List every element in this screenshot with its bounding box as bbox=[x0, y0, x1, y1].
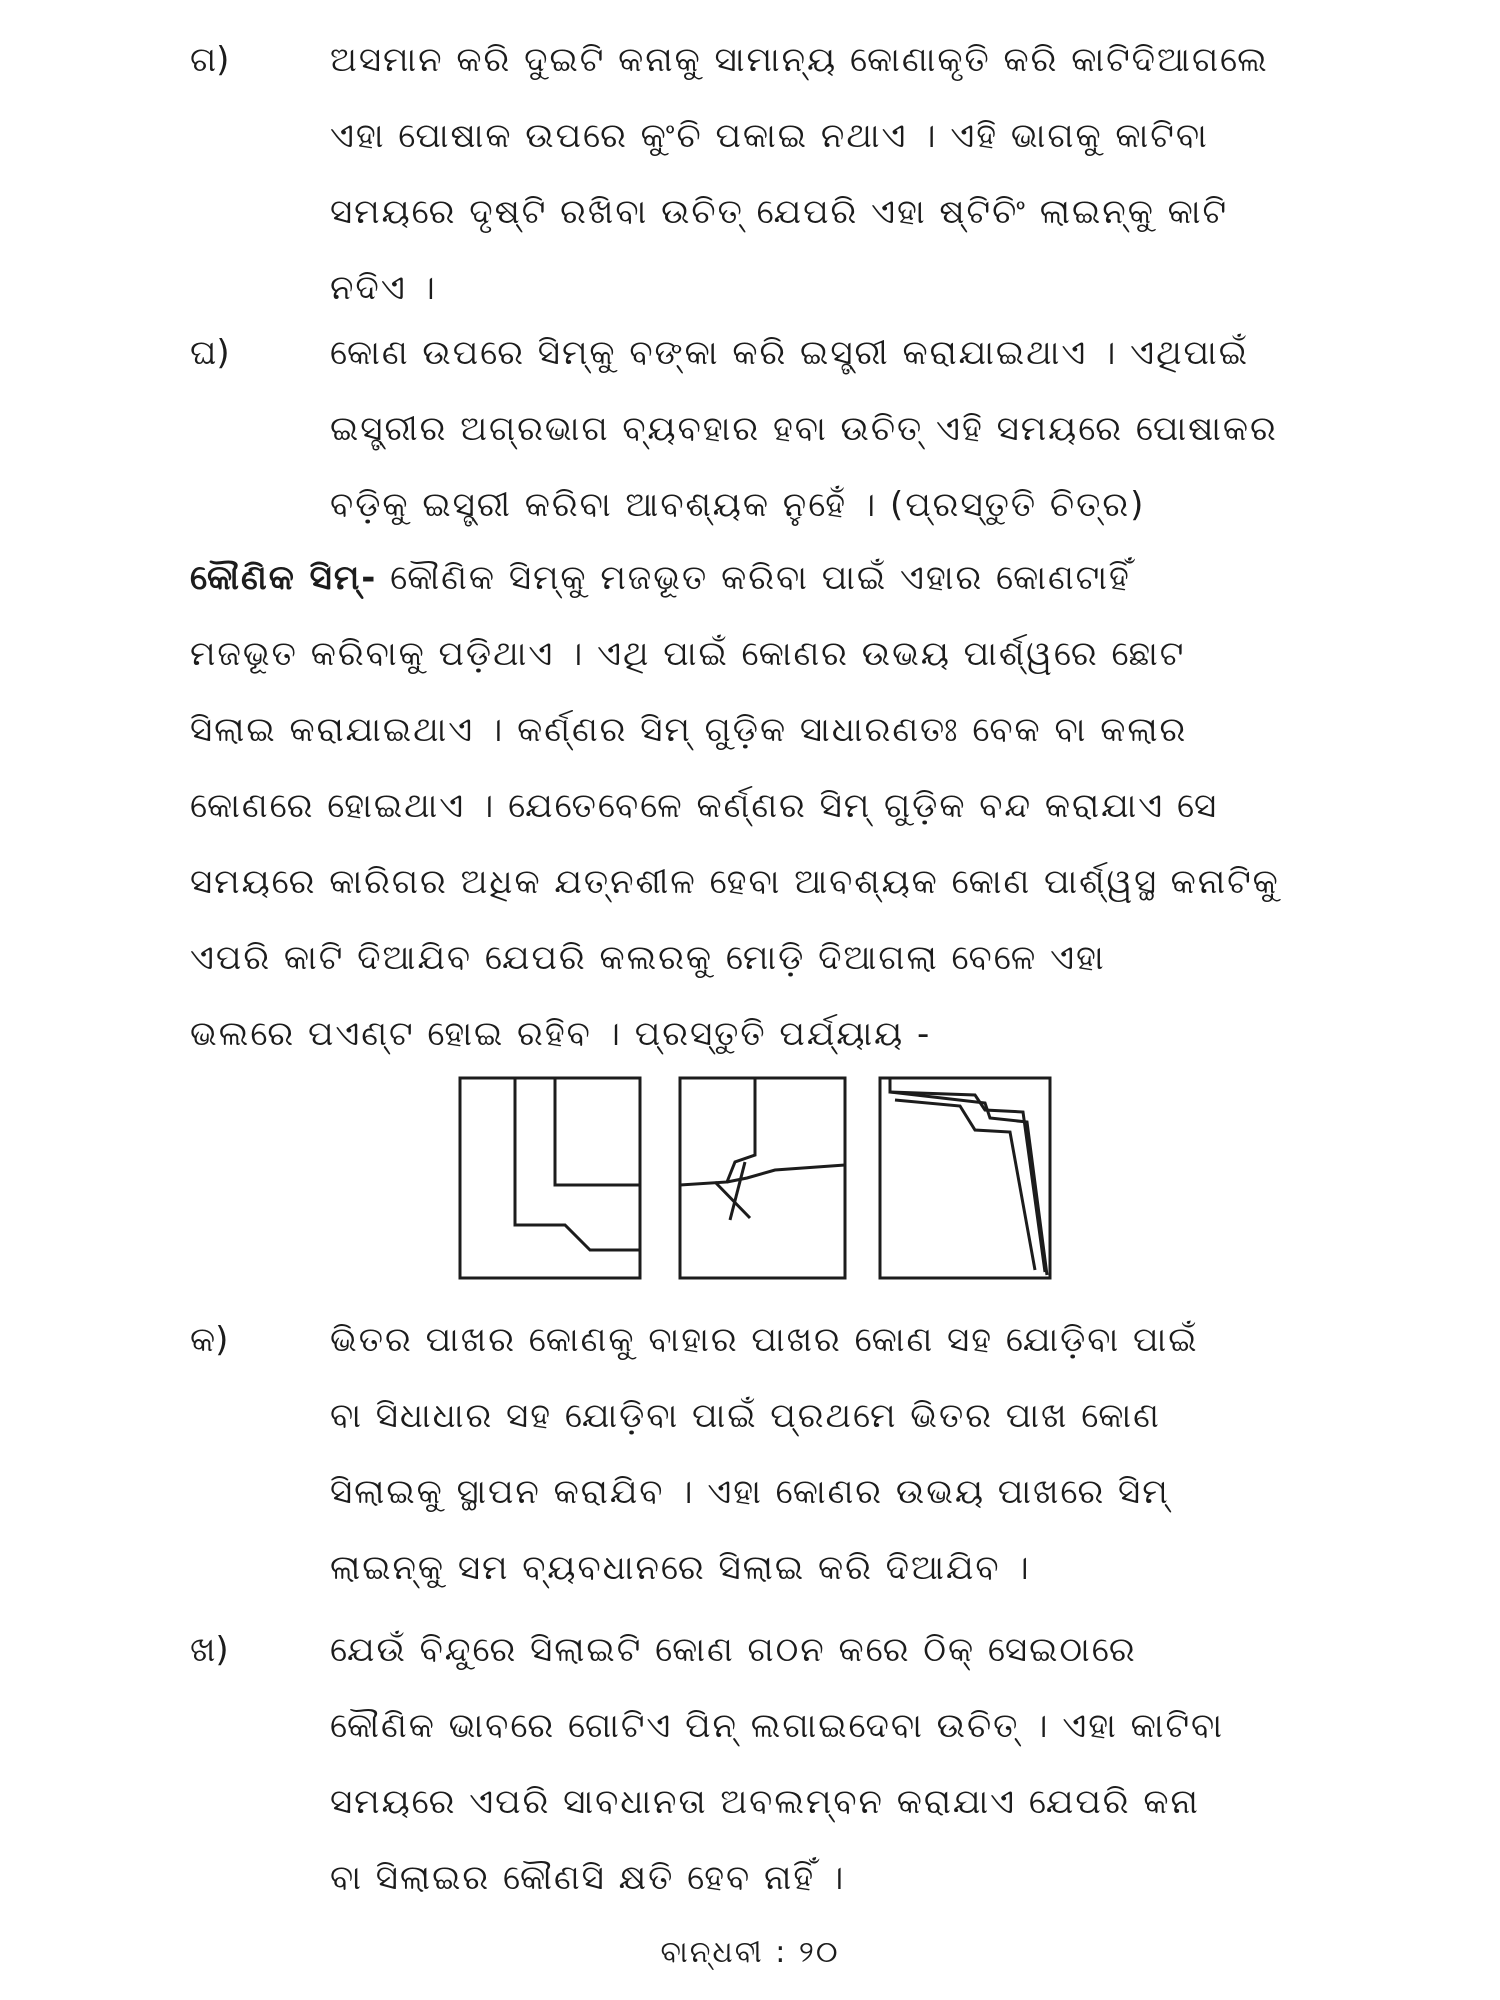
item-marker: ଘ) bbox=[190, 333, 230, 373]
text-line: ସିଲାଇକୁ ସ୍ଥାପନ କରାଯିବ । ଏହା କୋଣର ଉଭୟ ପାଖରେ ସିମ୍ bbox=[330, 1472, 1170, 1512]
text-line: ସମୟରେ କାରିଗର ଅଧିକ ଯତ୍ନଶୀଳ ହେବା ଆବଶ୍ୟକ କୋଣ ପାର୍ଶ୍ୱସ୍ଥ କନାଟିକୁ bbox=[190, 862, 1280, 902]
item-text bbox=[330, 315, 1330, 543]
corner-seam-paragraph bbox=[190, 540, 1330, 1072]
diagram-step-3 bbox=[880, 1078, 1050, 1278]
text-line: କୋଣ ଉପରେ ସିମ୍‌କୁ ବଙ୍କା କରି ଇସ୍ତ୍ରୀ କରାଯାଇଥାଏ । ଏଥିପାଇଁ bbox=[330, 333, 1249, 373]
item-marker: ଖ) bbox=[190, 1630, 229, 1670]
text-line: ଏହା ପୋଷାକ ଉପରେ କୁଂଚି ପକାଇ ନଥାଏ । ଏହି ଭାଗକୁ କାଟିବା bbox=[330, 116, 1209, 156]
text-line: ଅସମାନ କରି ଦୁଇଟି କନାକୁ ସାମାନ୍ୟ କୋଣାକୃତି କରି କାଟିଦିଆଗଲେ bbox=[330, 40, 1269, 80]
first-line-text: କୌଣିକ ସିମ୍‌କୁ ମଜଭୂତ କରିବା ପାଇଁ ଏହାର କୋଣଟାହିଁ bbox=[377, 558, 1131, 598]
item-marker: ଗ) bbox=[190, 40, 230, 80]
corner-seam-diagrams bbox=[455, 1070, 1075, 1285]
section-heading: କୌଣିକ ସିମ୍- bbox=[190, 558, 378, 598]
item-text bbox=[330, 22, 1330, 326]
item-text bbox=[330, 1612, 1330, 1916]
text-line: ବା ସିଲାଇର କୌଣସି କ୍ଷତି ହେବ ନାହିଁ । bbox=[330, 1858, 846, 1898]
diagram-step-2 bbox=[680, 1078, 845, 1278]
item-marker: କ) bbox=[190, 1320, 229, 1360]
text-line: ସିଲାଇ କରାଯାଇଥାଏ । କର୍ଣ୍ଣର ସିମ୍ ଗୁଡ଼ିକ ସାଧାରଣତଃ ବେକ ବା କଲାର bbox=[190, 710, 1188, 750]
item-text bbox=[330, 1302, 1330, 1606]
text-line: ବା ସିଧାଧାର ସହ ଯୋଡ଼ିବା ପାଇଁ ପ୍ରଥମେ ଭିତର ପାଖ କୋଣ bbox=[330, 1396, 1161, 1436]
paragraph-first-line bbox=[190, 540, 1330, 616]
text-line: କୋଣରେ ହୋଇଥାଏ । ଯେତେବେଳେ କର୍ଣ୍ଣର ସିମ୍ ଗୁଡ଼ିକ ବନ୍ଦ କରାଯାଏ ସେ bbox=[190, 786, 1219, 826]
text-line: ଲାଇନ୍‌କୁ ସମ ବ୍ୟବଧାନରେ ସିଲାଇ କରି ଦିଆଯିବ । bbox=[330, 1548, 1031, 1588]
text-line: ସମୟରେ ଏପରି ସାବଧାନତା ଅବଲମ୍ବନ କରାଯାଏ ଯେପରି କନା bbox=[330, 1782, 1200, 1822]
text-line: ଭଲରେ ପଏଣ୍ଟ ହୋଇ ରହିବ । ପ୍ରସ୍ତୁତି ପର୍ଯ୍ୟାୟ - bbox=[190, 1014, 932, 1054]
page-footer: ବାନ୍ଧବୀ : ୨୦ bbox=[660, 1935, 840, 1970]
text-line: ଏପରି କାଟି ଦିଆଯିବ ଯେପରି କଲରକୁ ମୋଡ଼ି ଦିଆଗଲା ବେଳେ ଏହା bbox=[190, 938, 1106, 978]
text-line: ସମୟରେ ଦୃଷ୍ଟି ରଖିବା ଉଚିତ୍ ଯେପରି ଏହା ଷ୍ଟିଚିଂ ଲାଇନ୍‌କୁ କାଟି bbox=[330, 192, 1229, 232]
text-line: ଯେଉଁ ବିନ୍ଦୁରେ ସିଲାଇଟି କୋଣ ଗଠନ କରେ ଠିକ୍ ସେଇଠାରେ bbox=[330, 1630, 1137, 1670]
text-line: ମଜଭୂତ କରିବାକୁ ପଡ଼ିଥାଏ । ଏଥି ପାଇଁ କୋଣର ଉଭୟ ପାର୍ଶ୍ୱରେ ଛୋଟ bbox=[190, 634, 1186, 674]
diagram-step-1 bbox=[460, 1078, 640, 1278]
text-line: ଇସ୍ତ୍ରୀର ଅଗ୍ରଭାଗ ବ୍ୟବହାର ହବା ଉଚିତ୍ ଏହି ସମୟରେ ପୋଷାକର bbox=[330, 409, 1278, 449]
text-line: କୌଣିକ ଭାବରେ ଗୋଟିଏ ପିନ୍ ଲଗାଇଦେବା ଉଚିତ୍ । ଏହା କାଟିବା bbox=[330, 1706, 1224, 1746]
text-line: ଭିତର ପାଖର କୋଣକୁ ବାହାର ପାଖର କୋଣ ସହ ଯୋଡ଼ିବା ପାଇଁ bbox=[330, 1320, 1199, 1360]
text-line: ନଦିଏ । bbox=[330, 268, 437, 308]
text-line: ବଡ଼ିକୁ ଇସ୍ତ୍ରୀ କରିବା ଆବଶ୍ୟକ ନୁହେଁ । (ପ୍ରସ୍ତୁତି ଚିତ୍ର) bbox=[330, 485, 1146, 525]
